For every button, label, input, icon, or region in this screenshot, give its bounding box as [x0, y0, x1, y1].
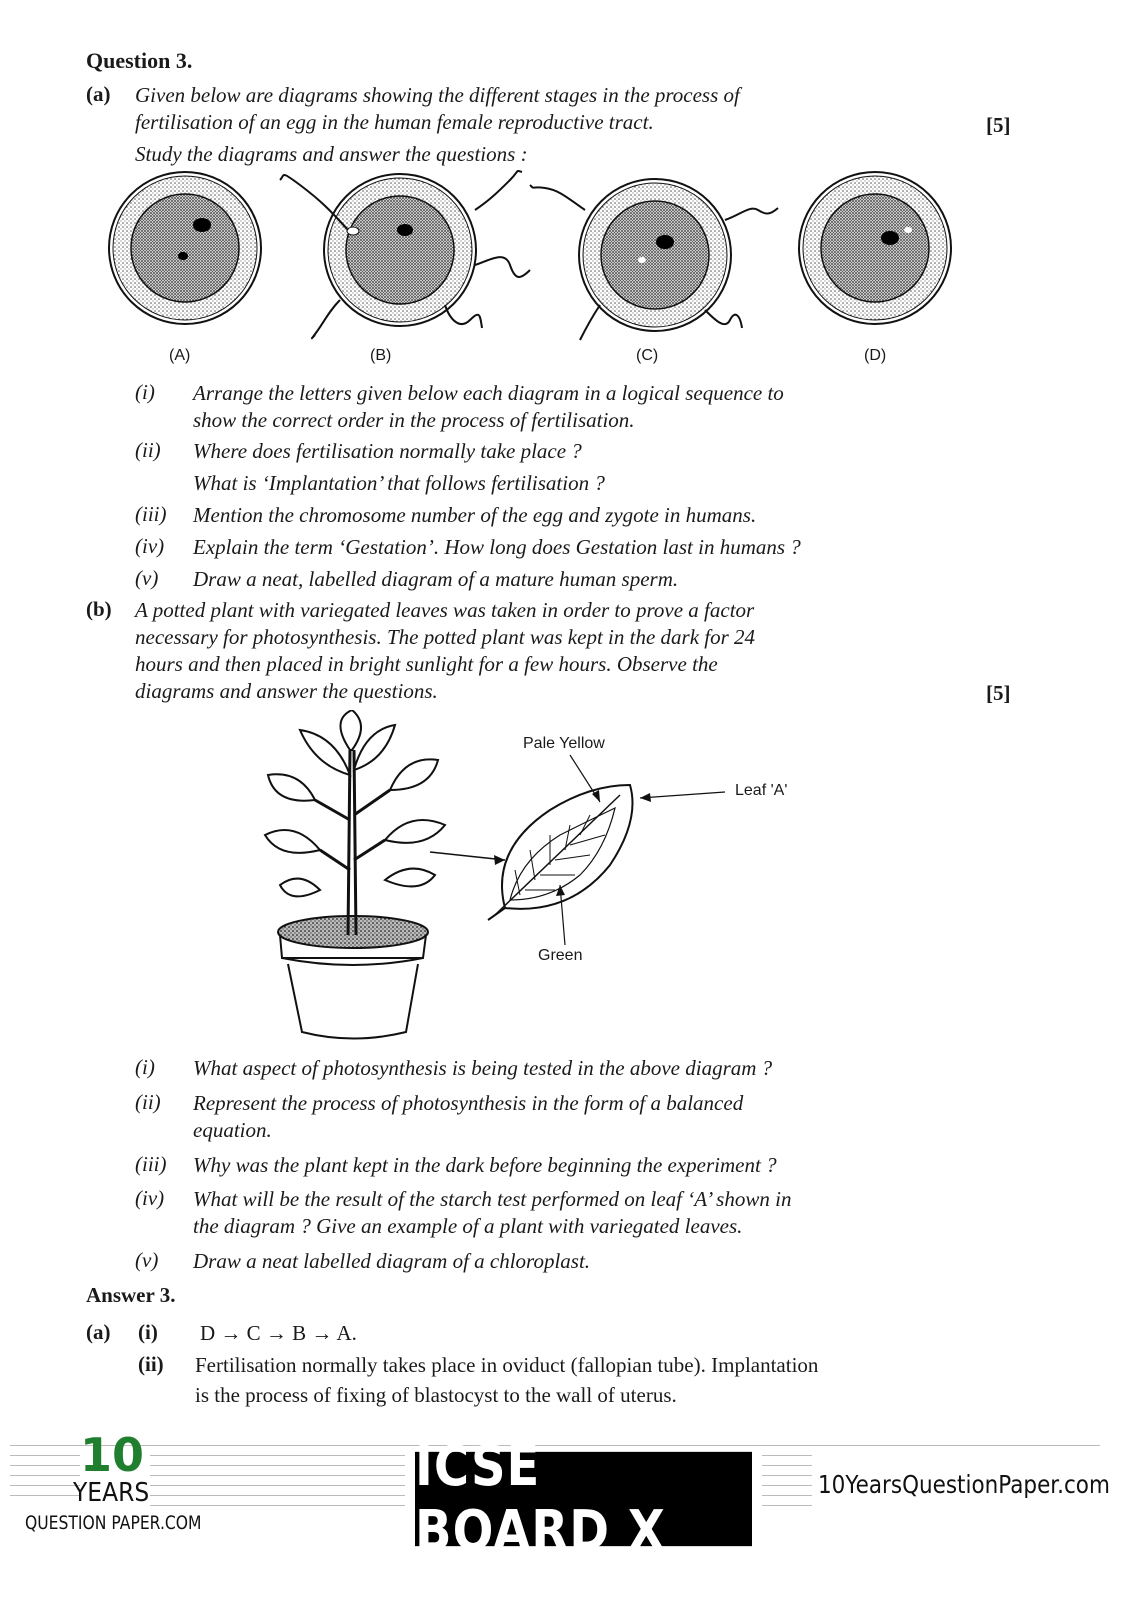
- b-sub-num: (iv): [135, 1186, 165, 1210]
- b-sub-text: Draw a neat labelled diagram of a chloroplast.: [193, 1249, 591, 1273]
- b-sub-text: equation.: [193, 1118, 272, 1142]
- footer-website[interactable]: 10YearsQuestionPaper.com: [818, 1470, 1110, 1499]
- diagram-b-egg: [280, 171, 530, 338]
- a-sub-num: (ii): [135, 438, 161, 462]
- b-sub-text: the diagram ? Give an example of a plant with variegated leaves.: [193, 1214, 743, 1238]
- a-sub-text: Arrange the letters given below each diagram in a logical sequence to: [193, 381, 784, 405]
- part-a-line2: fertilisation of an egg in the human female reproductive tract.: [135, 110, 654, 134]
- diagram-label-b: (B): [370, 347, 392, 364]
- answer-ii-text: Fertilisation normally takes place in oviduct (fallopian tube). Implantation: [195, 1353, 819, 1377]
- diagram-label-a: (A): [169, 347, 191, 364]
- part-a-label: (a): [86, 82, 111, 106]
- logo-number: 10: [80, 1428, 145, 1482]
- part-b-label: (b): [86, 597, 112, 621]
- logo-years: YEARS: [73, 1478, 150, 1508]
- a-sub-num: (iv): [135, 534, 165, 558]
- a-sub-text: show the correct order in the process of fertilisation.: [193, 408, 635, 432]
- a-sub-text: Where does fertilisation normally take place ?: [193, 439, 582, 463]
- a-sub-text: What is ‘Implantation’ that follows fertilisation ?: [193, 471, 605, 495]
- label-green: Green: [538, 947, 583, 964]
- a-sub-num: (iii): [135, 502, 167, 526]
- answer-ii-text: is the process of fixing of blastocyst to the wall of uterus.: [195, 1383, 677, 1407]
- a-sub-text: Explain the term ‘Gestation’. How long does Gestation last in humans ?: [193, 535, 801, 559]
- diagram-label-c: (C): [636, 347, 659, 364]
- label-leaf-a: Leaf 'A': [735, 782, 788, 799]
- diagram-a-egg: [109, 172, 261, 324]
- part-b-line: necessary for photosynthesis. The potted plant was kept in the dark for 24: [135, 625, 756, 649]
- leaf-a-pointer: [640, 792, 725, 798]
- answer-a-label: (a): [86, 1320, 111, 1344]
- b-sub-text: What will be the result of the starch test performed on leaf ‘A’ shown in: [193, 1187, 792, 1211]
- answer-i-num: (i): [138, 1320, 158, 1344]
- plant-to-leaf-arrow: [430, 852, 505, 860]
- part-b-line: hours and then placed in bright sunlight for a few hours. Observe the: [135, 652, 718, 676]
- part-b-line: diagrams and answer the questions.: [135, 679, 438, 703]
- part-a-marks: [5]: [986, 113, 1011, 137]
- part-a-line3: Study the diagrams and answer the questions :: [135, 142, 528, 166]
- plant-stem: [315, 750, 390, 935]
- icse-board-banner: ICSE BOARD X: [415, 1452, 752, 1546]
- plant-experiment-diagram: [260, 710, 820, 1045]
- answer-ii-num: (ii): [138, 1352, 164, 1376]
- b-sub-num: (ii): [135, 1090, 161, 1114]
- leaf-a: [488, 785, 633, 920]
- a-sub-num: (i): [135, 380, 155, 404]
- question-title: Question 3.: [86, 48, 193, 73]
- b-sub-text: Why was the plant kept in the dark before beginning the experiment ?: [193, 1153, 777, 1177]
- fertilisation-diagrams: [90, 170, 990, 370]
- b-sub-num: (iii): [135, 1152, 167, 1176]
- label-pale-yellow: Pale Yellow: [523, 735, 605, 752]
- diagram-c-egg: [530, 179, 778, 340]
- diagram-d-egg: [799, 172, 951, 324]
- b-sub-text: Represent the process of photosynthesis in the form of a balanced: [193, 1091, 744, 1115]
- answer-title: Answer 3.: [86, 1283, 176, 1307]
- b-sub-num: (v): [135, 1248, 159, 1272]
- logo-site: QUESTION PAPER.COM: [25, 1512, 202, 1534]
- b-sub-text: What aspect of photosynthesis is being tested in the above diagram ?: [193, 1056, 773, 1080]
- a-sub-text: Draw a neat, labelled diagram of a mature human sperm.: [193, 567, 679, 591]
- answer-i-text: D → C → B → A.: [200, 1321, 357, 1345]
- part-b-marks: [5]: [986, 681, 1011, 705]
- a-sub-num: (v): [135, 566, 159, 590]
- part-a-line1: Given below are diagrams showing the different stages in the process of: [135, 83, 740, 107]
- part-b-line: A potted plant with variegated leaves was taken in order to prove a factor: [135, 598, 755, 622]
- plant-pot: [278, 916, 428, 1039]
- diagram-label-d: (D): [864, 347, 887, 364]
- b-sub-num: (i): [135, 1055, 155, 1079]
- a-sub-text: Mention the chromosome number of the egg and zygote in humans.: [193, 503, 757, 527]
